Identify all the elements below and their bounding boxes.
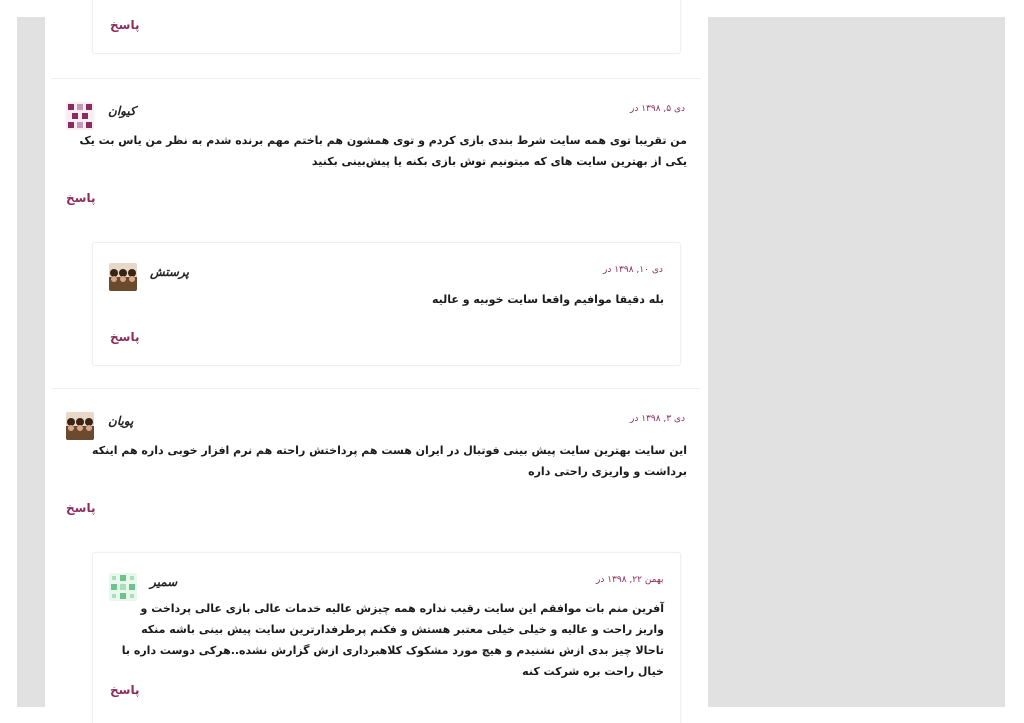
comment-author[interactable]: کیوان [108,104,136,118]
comment-author[interactable]: سمیر [150,575,178,589]
comment-text: آفرین منم بات موافقم این سایت رقیب نداره همه چیزش عالیه خدمات عالی بازی عالی پرداخت و واریز راحت و عالیه و خیلی خیلی معتبر هستش و فکنم پرطرفدارترین سایت پیش بینی باشه منکه تاحالا چیز بدی ازش نشنیدم و هیچ مورد مشکوک کلاهبرداری ازش گزارش نشده..هرکی دوست داره با خیال راحت بره شرکت کنه [121,602,664,678]
avatar [109,263,137,291]
avatar [66,412,94,440]
comment-divider [51,78,701,79]
comment-date[interactable]: دی ۳, ۱۳۹۸ در [630,414,686,424]
comment-author[interactable]: پرستش [150,265,189,279]
page-background-left [17,17,45,707]
comment-date[interactable]: دی ۱۰, ۱۳۹۸ در [603,265,663,275]
reply-link[interactable]: پاسخ [110,18,140,32]
avatar [66,102,94,130]
reply-link[interactable]: پاسخ [110,330,140,344]
comment-author[interactable]: پویان [108,414,134,428]
sidebar-panel [708,17,1005,707]
comment-card-reply [92,242,681,366]
reply-link[interactable]: پاسخ [66,501,96,515]
comment-card-reply [92,552,681,723]
reply-link[interactable]: پاسخ [66,191,96,205]
comment-date[interactable]: بهمن ۲۲, ۱۳۹۸ در [596,575,664,585]
comments-section [45,0,708,723]
comment-card-reply [92,0,681,54]
comment-divider [51,388,701,389]
comment-date[interactable]: دی ۵, ۱۳۹۸ در [630,104,686,114]
comment-text: من تقریبا توی همه سایت شرط بندی بازی کردم و توی همشون هم باختم مهم برنده شدم به نظر من یاس بت یک یکی از بهترین سایت های که میتونیم توش بازی بکنه یا پیش‌بینی بکنید [79,134,687,168]
avatar [109,573,137,601]
reply-link[interactable]: پاسخ [110,683,140,697]
comment-text: این سایت بهترین سایت پیش بینی فوتبال در ایران هست هم پرداختش راحته هم نرم افزار خوبی داره هم اینکه برداشت و واریزی راحتی داره [92,444,687,478]
comment-text: بله دقیقا موافیم واقعا سایت خوبیه و عالیه [431,293,664,306]
